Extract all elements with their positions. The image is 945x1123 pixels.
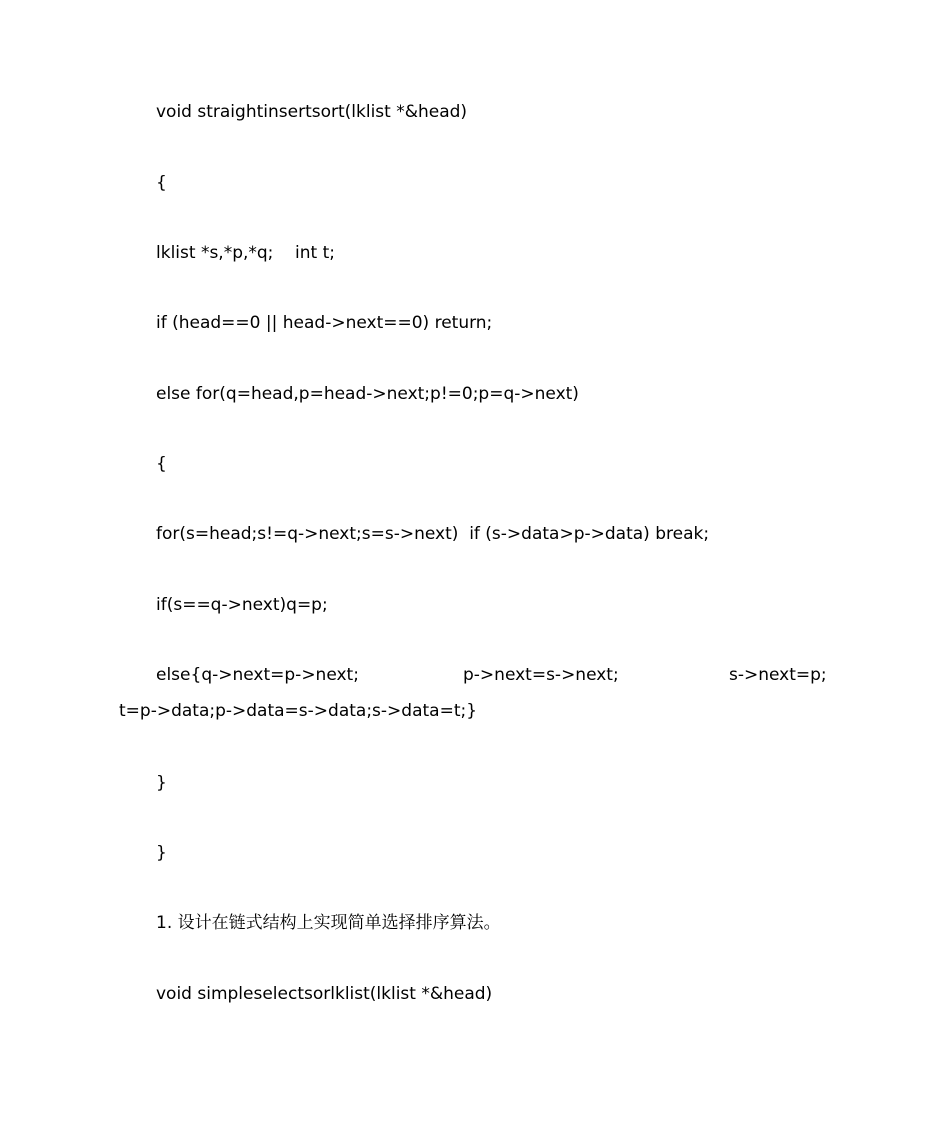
code-line-else-part2: p->next=s->next; <box>463 665 619 685</box>
code-line-function-signature: void straightinsertsort(lklist *&head) <box>156 102 468 122</box>
code-line-if-assign: if(s==q->next)q=p; <box>156 595 328 615</box>
code-line-else-part1: else{q->next=p->next; <box>156 665 359 685</box>
code-line-swap-continuation: t=p->data;p->data=s->data;s->data=t;} <box>119 701 478 721</box>
code-line-close-brace-outer: } <box>156 843 167 863</box>
code-line-inner-for: for(s=head;s!=q->next;s=s->next) if (s->data>p->data) break; <box>156 524 710 544</box>
code-line-close-brace-inner: } <box>156 773 167 793</box>
code-line-else-part3: s->next=p; <box>729 665 827 685</box>
code-line-open-brace-inner: { <box>156 454 167 474</box>
code-line-else-for: else for(q=head,p=head->next;p!=0;p=q->next) <box>156 384 579 404</box>
code-line-function-signature-2: void simpleselectsorlklist(lklist *&head) <box>156 984 493 1004</box>
exercise-heading: 1. 设计在链式结构上实现简单选择排序算法。 <box>156 913 501 933</box>
code-line-declarations: lklist *s,*p,*q; int t; <box>156 243 335 263</box>
code-line-if-return: if (head==0 || head->next==0) return; <box>156 313 493 333</box>
code-line-open-brace: { <box>156 173 167 193</box>
